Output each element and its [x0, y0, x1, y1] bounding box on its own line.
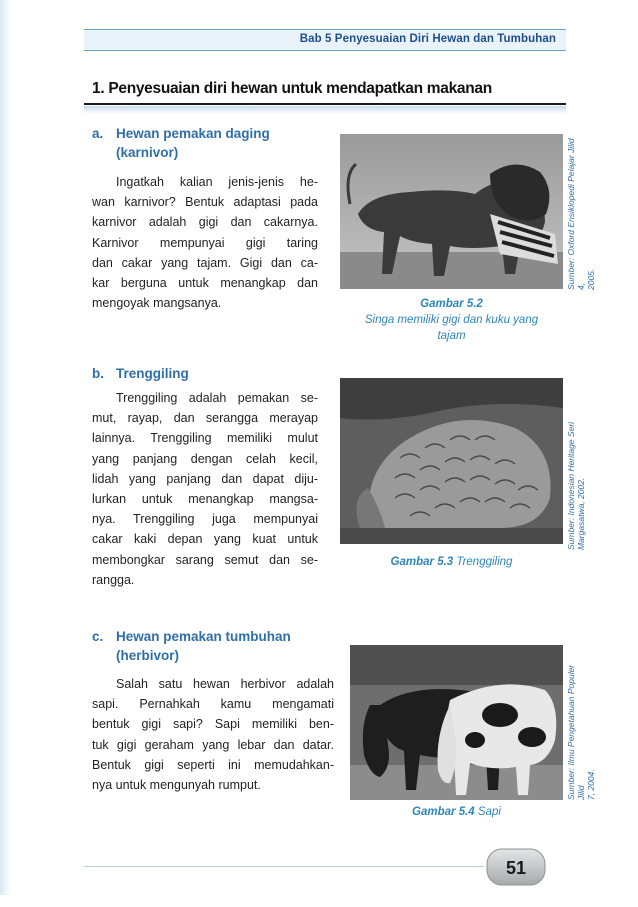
source-credit-fig-5-2 — [566, 130, 596, 290]
chapter-header-text: Bab 5 Penyesuaian Diri Hewan dan Tumbuhan — [299, 33, 556, 45]
caption-fig-5-2 — [340, 296, 563, 344]
paragraph-line: Ingatkah kalian jenis-jenis he- — [116, 175, 318, 189]
cow-photo-illustration — [350, 645, 563, 800]
paragraph-line: cakar kaki depan yang kuat untuk — [92, 532, 318, 547]
source-line2: 2005. — [586, 268, 596, 290]
lion-photo-illustration — [340, 134, 563, 289]
paragraph-line: membongkar sarang semut dan se- — [92, 552, 318, 567]
source-line2: Margasatwa, 2002. — [576, 477, 586, 550]
subheading-trenggiling — [92, 364, 189, 383]
caption-line1: Trenggiling — [456, 556, 513, 568]
caption-label: Gambar 5.3 — [390, 556, 454, 568]
caption-line1: Sapi — [477, 806, 501, 818]
paragraph-karnivor — [92, 172, 318, 313]
underline-rule — [84, 103, 566, 105]
chapter-header-bar — [84, 29, 566, 51]
subheading-karnivor — [92, 124, 270, 162]
paragraph-line: lainnya. Trenggiling memiliki mulut — [92, 431, 318, 446]
paragraph-line: wan karnivor? Bentuk adaptasi pada — [92, 195, 318, 210]
caption-line2: tajam — [437, 330, 466, 342]
pangolin-photo-illustration — [340, 378, 563, 544]
paragraph-line: sapi. Pernahkah kamu mengamati — [92, 697, 334, 712]
caption-line1: Singa memiliki gigi dan kuku yang — [364, 314, 539, 326]
photo-cows — [350, 645, 563, 800]
paragraph-line: nya. Trenggiling juga mempunyai — [92, 512, 318, 527]
paragraph-line: bentuk gigi sapi? Sapi memiliki ben- — [92, 717, 334, 732]
section-title: 1. Penyesuaian diri hewan untuk mendapatkan makanan — [92, 80, 492, 97]
paragraph-line: yang panjang dengan celah kecil, — [92, 451, 318, 466]
paragraph-line: lurkan untuk menangkap mangsa- — [92, 492, 318, 507]
paragraph-line: mut, rayap, dan serangga merayap — [92, 411, 318, 426]
page-bottom-margin — [0, 895, 638, 907]
caption-fig-5-3 — [340, 554, 563, 570]
paragraph-line: lidah yang panjang dan dapat diju- — [92, 471, 318, 486]
paragraph-line: Salah satu hewan herbivor adalah — [116, 677, 334, 691]
page-top-margin — [0, 0, 638, 24]
paragraph-line: kar berguna untuk menangkap dan — [92, 276, 318, 291]
subheading-line2: (herbivor) — [116, 648, 180, 663]
paragraph-line: Karnivor mempunyai gigi taring — [92, 235, 318, 250]
page-left-edge — [0, 0, 10, 907]
page-number-badge-shape — [486, 848, 546, 886]
subheading-herbivor — [92, 627, 291, 665]
paragraph-line: rangga. — [92, 572, 135, 587]
source-credit-fig-5-3 — [566, 420, 586, 550]
subheading-marker: c. — [92, 629, 104, 644]
source-line1: Sumber: Ilmu Pengetahuan Populer Jilid — [566, 664, 586, 800]
caption-label: Gambar 5.2 — [420, 298, 483, 310]
paragraph-herbivor — [92, 674, 334, 795]
paragraph-line: nya untuk mengunyah rumput. — [92, 778, 261, 793]
page-number: 51 — [505, 858, 527, 878]
subheading-line1: Trenggiling — [116, 366, 189, 381]
source-line1: Sumber: Oxford Ensiklopedi Pelajar Jilid 4, — [566, 138, 586, 290]
page-number-badge — [486, 848, 546, 886]
source-credit-fig-5-4 — [566, 650, 596, 800]
subheading-line1: Hewan pemakan tumbuhan — [116, 629, 291, 644]
subheading-line2: (karnivor) — [116, 145, 179, 160]
underline-shadow — [84, 106, 566, 114]
subheading-marker: a. — [92, 126, 104, 141]
paragraph-line: Trenggiling adalah pemakan se- — [116, 391, 318, 405]
footer-rule — [84, 866, 484, 867]
caption-label: Gambar 5.4 — [412, 806, 475, 818]
paragraph-line: dan cakar yang tajam. Gigi dan ca- — [92, 255, 318, 270]
section-title-underline — [84, 103, 566, 115]
subheading-line1: Hewan pemakan daging — [116, 126, 270, 141]
paragraph-line: mengoyak mangsanya. — [92, 296, 222, 311]
photo-lion-zebra — [340, 134, 563, 289]
source-line1: Sumber: Indonesian Heritage Seri — [566, 421, 576, 550]
source-line2: 7, 2004. — [586, 769, 596, 800]
caption-fig-5-4 — [350, 804, 563, 820]
paragraph-line: tuk gigi geraham yang lebar dan datar. — [92, 737, 334, 752]
photo-pangolin — [340, 378, 563, 544]
paragraph-line: karnivor adalah gigi dan cakarnya. — [92, 215, 318, 230]
paragraph-trenggiling — [92, 388, 318, 590]
paragraph-line: Bentuk gigi seperti ini memudahkan- — [92, 757, 334, 772]
subheading-marker: b. — [92, 366, 104, 381]
